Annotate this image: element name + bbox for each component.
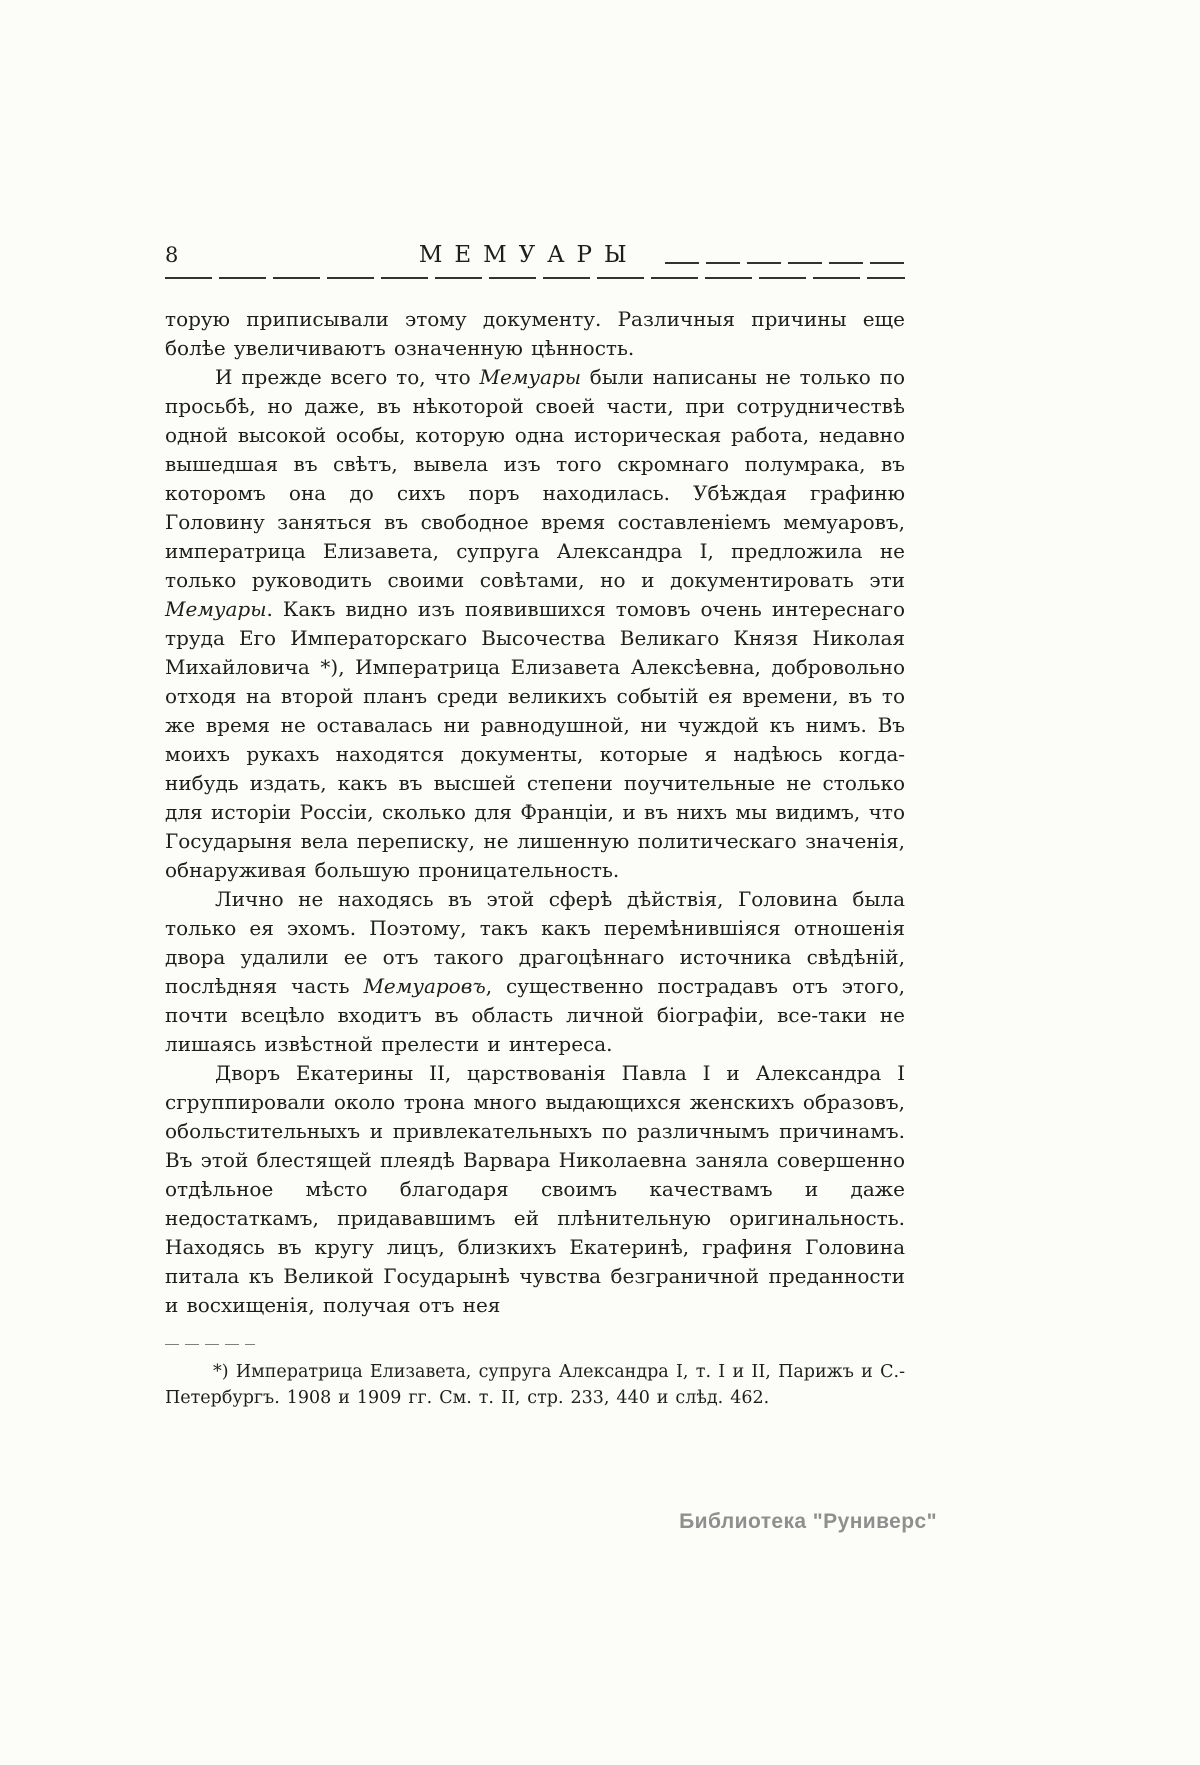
text-run: Дворъ Екатерины II, царствованія Павла I и Александра I сгруппировали около трона много выдающихся женскихъ образовъ, обольстительныхъ и привлекательныхъ по различнымъ причинамъ. Въ этой блестящей плеядѣ Варвара Николаевна заняла совершенно отдѣльное мѣсто благодаря своимъ качествамъ и даже недостаткамъ, придававшимъ ей плѣнительную оригинальность. Находясь въ кругу лицъ, близкихъ Екатеринѣ, графиня Головина питала къ Великой Государынѣ чувства безграничной преданности и восхищенія, получая отъ нея: [165, 1061, 905, 1317]
page-title: МЕМУАРЫ: [418, 242, 639, 268]
body-text: [165, 305, 905, 1320]
text-run: И прежде всего то, что: [215, 365, 480, 389]
text-run: , существенно пострадавъ отъ этого, почти всецѣло входитъ въ область личной біографіи, все-таки не лишаясь извѣстной прелести и интереса.: [165, 974, 905, 1056]
page-number: 8: [165, 243, 179, 267]
text-run: . Какъ видно изъ появившихся томовъ очень интереснаго труда Его Императорскаго Высочества Великаго Князя Николая Михайловича *), Императрица Елизавета Алексѣевна, добровольно отходя на второй планъ среди великихъ событій ея времени, въ то же время не оставалась ни равнодушной, ни чуждой къ нимъ. Въ моихъ рукахъ находятся документы, которые я надѣюсь когда-нибудь издать, какъ въ высшей степени поучительные не столько для исторіи Россіи, сколько для Франціи, и въ нихъ мы видимъ, что Государыня вела переписку, не лишенную политическаго значенія, обнаруживая большую проницательность.: [165, 597, 905, 882]
text-run: Лично не находясь въ этой сферѣ дѣйствія, Головина была только ея эхомъ. Поэтому, такъ какъ перемѣнившіяся отношенія двора удалили ее отъ такого драгоцѣннаго источника свѣдѣній, послѣдняя часть: [165, 887, 905, 998]
library-watermark: Библиотека "Руниверс": [679, 1510, 937, 1533]
italic-text-run: Мемуары: [479, 365, 582, 389]
italic-text-run: Мемуары: [165, 597, 267, 621]
footnote-text: *) Императрица Елизавета, супруга Александра I, т. I и II, Парижъ и С.-Петербургъ. 1908 и 1909 гг. См. т. II, стр. 233, 440 и слѣд. 462.: [165, 1362, 905, 1408]
italic-text-run: Мемуаровъ: [363, 974, 486, 998]
body-paragraph: [165, 1059, 905, 1320]
body-paragraph: [165, 885, 905, 1059]
body-paragraph: [165, 363, 905, 885]
body-paragraph: [165, 305, 905, 363]
footnote: [165, 1359, 905, 1411]
page-header: [165, 242, 905, 272]
text-run: были написаны не только по просьбѣ, но даже, въ нѣкоторой своей части, при сотрудничествѣ одной высокой особы, которую одна историческая работа, недавно вышедшая въ свѣтъ, вывела изъ того скромнаго полумрака, въ которомъ она до сихъ поръ находилась. Убѣждая графиню Головину заняться въ свободное время составленіемъ мемуаровъ, императрица Елизавета, супруга Александра I, предложила не только руководить своими совѣтами, но и документировать эти: [165, 365, 905, 592]
text-run: торую приписывали этому документу. Различныя причины еще болѣе увеличиваютъ означенную цѣнность.: [165, 307, 905, 360]
header-rule: [165, 277, 905, 279]
header-rule-segment: [665, 262, 905, 264]
footnote-separator: [165, 1344, 255, 1345]
